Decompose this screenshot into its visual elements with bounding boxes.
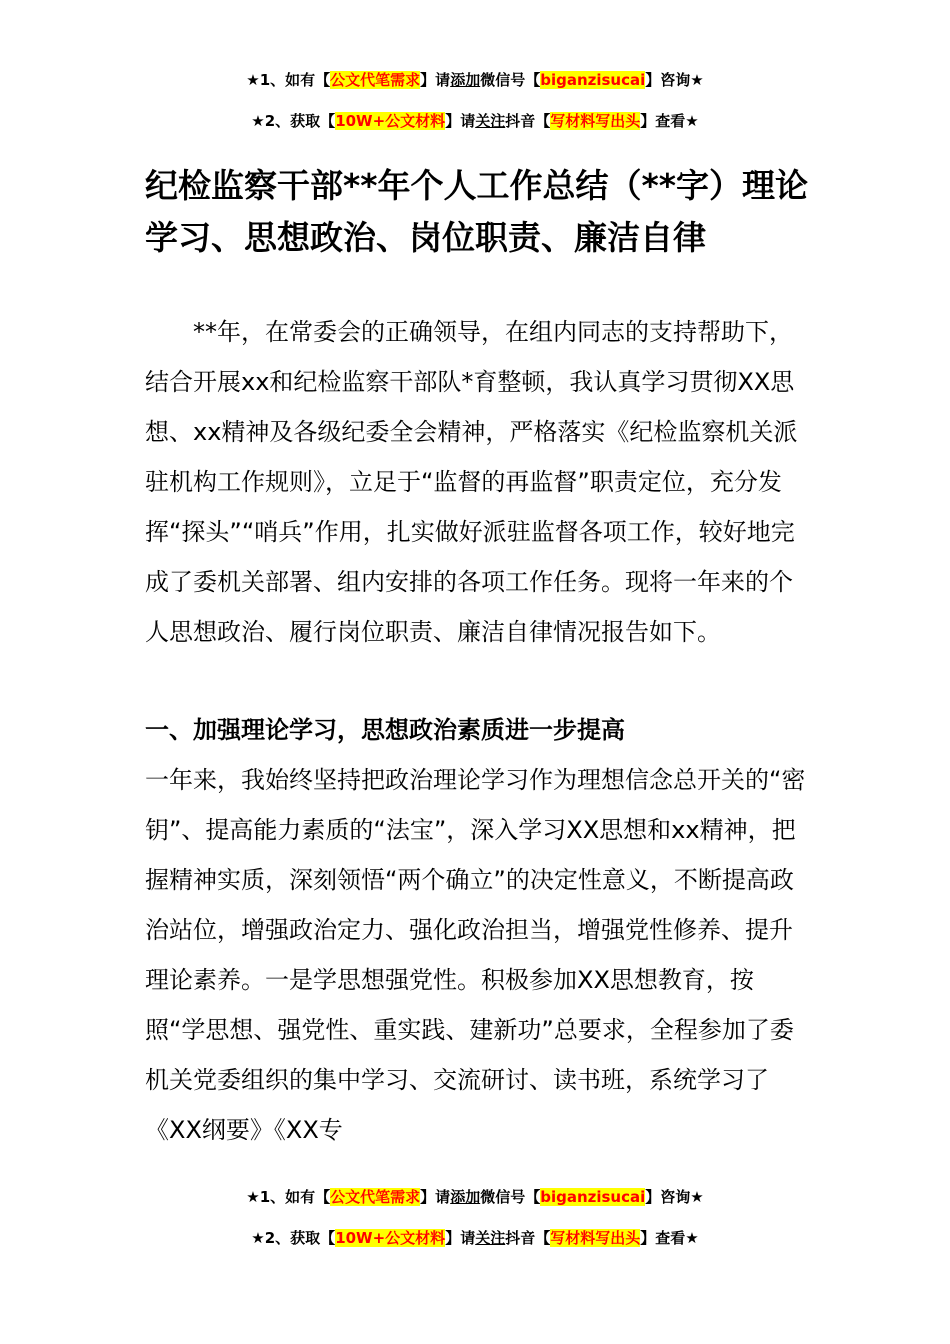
promo-highlight-wechat-id: biganzisucai bbox=[540, 71, 646, 89]
footer-promo-line-2 bbox=[0, 1226, 950, 1250]
promo-underline: 关注 bbox=[475, 1229, 506, 1247]
promo-highlight-wechat-id: biganzisucai bbox=[540, 1188, 646, 1206]
intro-paragraph: **年，在常委会的正确领导，在组内同志的支持帮助下，结合开展xx和纪检监察干部队*育整顿，我认真学习贯彻XX思想、xx精神及各级纪委全会精神，严格落实《纪检监察机关派驻机构工作规则》，立足于“监督的再监督”职责定位，充分发挥“探头”“哨兵”作用，扎实做好派驻监督各项工作，较好地完成了委机关部署、组内安排的各项工作任务。现将一年来的个人思想政治、履行岗位职责、廉洁自律情况报告如下。 bbox=[145, 318, 798, 646]
promo-highlight: 10W+公文材料 bbox=[335, 1229, 446, 1247]
promo-text: 微信号【 bbox=[480, 71, 541, 89]
document-title: 纪检监察干部**年个人工作总结（**字）理论学习、思想政治、岗位职责、廉洁自律 bbox=[145, 166, 809, 257]
promo-text: 】请 bbox=[420, 71, 451, 89]
promo-highlight: 公文代笔需求 bbox=[330, 71, 421, 89]
promo-text: 抖音【 bbox=[505, 1229, 551, 1247]
promo-text: 】咨询★ bbox=[645, 1188, 704, 1206]
section-paragraph: 一年来，我始终坚持把政治理论学习作为理想信念总开关的“密钥”、提高能力素质的“法宝”，深入学习XX思想和xx精神，把握精神实质，深刻领悟“两个确立”的决定性意义，不断提高政治站位，增强政治定力、强化政治担当，增强党性修养、提升理论素养。一是学思想强党性。积极参加XX思想教育，按照“学思想、强党性、重实践、建新功”总要求，全程参加了委机关党委组织的集中学习、交流研讨、读书班，系统学习了《XX纲要》《XX专 bbox=[145, 766, 806, 1144]
promo-text: 】请 bbox=[445, 1229, 476, 1247]
promo-highlight-douyin-id: 写材料写出头 bbox=[550, 1229, 641, 1247]
promo-text: 】请 bbox=[420, 1188, 451, 1206]
promo-underline: 关注 bbox=[475, 112, 506, 130]
promo-text: ★2、获取【 bbox=[251, 1229, 336, 1247]
header-promo-line-2 bbox=[0, 109, 950, 133]
promo-text: ★1、如有【 bbox=[246, 71, 331, 89]
promo-text: 微信号【 bbox=[480, 1188, 541, 1206]
footer-promo-line-1 bbox=[0, 1185, 950, 1209]
promo-underline: 添加 bbox=[450, 71, 481, 89]
section-heading: 一、加强理论学习，思想政治素质进一步提高 bbox=[145, 716, 625, 744]
promo-text: 】查看★ bbox=[640, 1229, 699, 1247]
promo-text: 】请 bbox=[445, 112, 476, 130]
promo-text: ★2、获取【 bbox=[251, 112, 336, 130]
promo-highlight: 10W+公文材料 bbox=[335, 112, 446, 130]
promo-text: 】查看★ bbox=[640, 112, 699, 130]
promo-highlight-douyin-id: 写材料写出头 bbox=[550, 112, 641, 130]
promo-underline: 添加 bbox=[450, 1188, 481, 1206]
promo-text: 】咨询★ bbox=[645, 71, 704, 89]
promo-text: ★1、如有【 bbox=[246, 1188, 331, 1206]
header-promo-line-1 bbox=[0, 68, 950, 92]
promo-text: 抖音【 bbox=[505, 112, 551, 130]
promo-highlight: 公文代笔需求 bbox=[330, 1188, 421, 1206]
